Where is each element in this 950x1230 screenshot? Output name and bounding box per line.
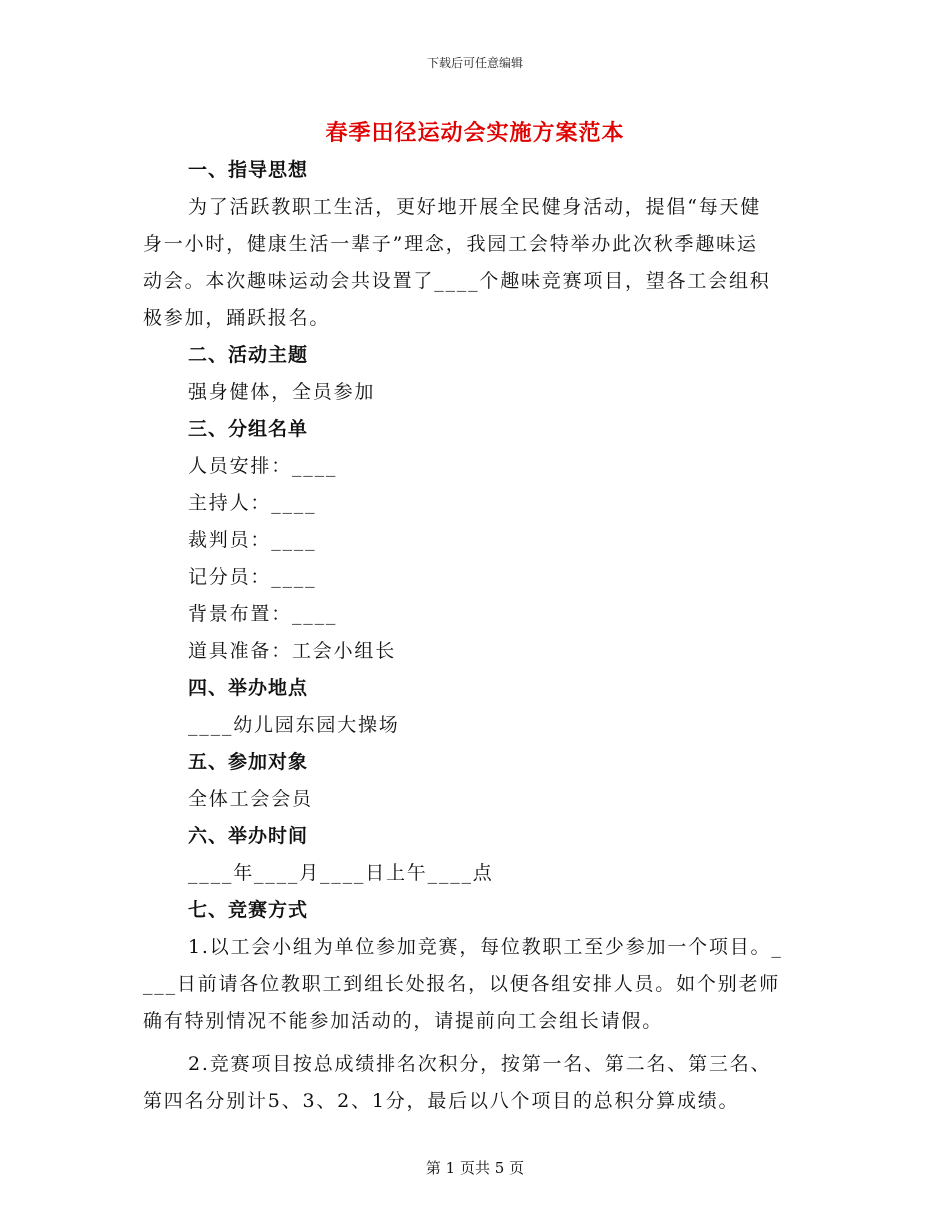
list-item: 记分员：____ xyxy=(188,566,317,588)
paragraph-line: ___日前请各位教职工到组长处报名，以便各组安排人员。如个别老师 xyxy=(143,973,781,995)
page-footer: 第 1 页共 5 页 xyxy=(425,1159,525,1177)
section-heading: 一、指导思想 xyxy=(188,159,309,181)
list-item: 主持人：____ xyxy=(188,492,317,514)
list-item: 人员安排：____ xyxy=(188,455,338,477)
paragraph-line: ____年____月____日上午____点 xyxy=(188,862,494,884)
paragraph-line: 强身健体，全员参加 xyxy=(188,381,376,403)
document-title: 春季田径运动会实施方案范本 xyxy=(325,121,625,146)
page-header: 下载后可任意编辑 xyxy=(426,56,523,70)
document-body xyxy=(143,152,803,1120)
paragraph-line: 确有特别情况不能参加活动的，请提前向工会组长请假。 xyxy=(143,1010,664,1032)
list-item: 裁判员：____ xyxy=(188,529,317,551)
paragraph-line: 为了活跃教职工生活，更好地开展全民健身活动，提倡“每天健 xyxy=(188,196,762,218)
paragraph-line: 动会。本次趣味运动会共设置了____个趣味竞赛项目，望各工会组积 xyxy=(143,270,771,292)
paragraph-line: 第四名分别计5、3、2、1分，最后以八个项目的总积分算成绩。 xyxy=(143,1090,740,1112)
section-heading: 七、竞赛方式 xyxy=(188,899,309,921)
paragraph-line: 1.以工会小组为单位参加竞赛，每位教职工至少参加一个项目。_ xyxy=(188,936,783,958)
paragraph-line: 身一小时，健康生活一辈子”理念，我园工会特举办此次秋季趣味运 xyxy=(143,233,758,255)
section-heading: 五、参加对象 xyxy=(188,751,309,773)
list-item: 背景布置：____ xyxy=(188,603,338,625)
section-heading: 六、举办时间 xyxy=(188,825,309,847)
section-heading: 三、分组名单 xyxy=(188,418,309,440)
paragraph-line: 2.竞赛项目按总成绩排名次积分，按第一名、第二名、第三名、 xyxy=(188,1053,772,1075)
section-heading: 二、活动主题 xyxy=(188,344,309,366)
paragraph-line: 全体工会会员 xyxy=(188,788,313,810)
paragraph-line: ____幼儿园东园大操场 xyxy=(188,714,400,736)
section-heading: 四、举办地点 xyxy=(188,677,309,699)
paragraph-line: 极参加，踊跃报名。 xyxy=(143,307,331,329)
list-item: 道具准备：工会小组长 xyxy=(188,640,397,662)
